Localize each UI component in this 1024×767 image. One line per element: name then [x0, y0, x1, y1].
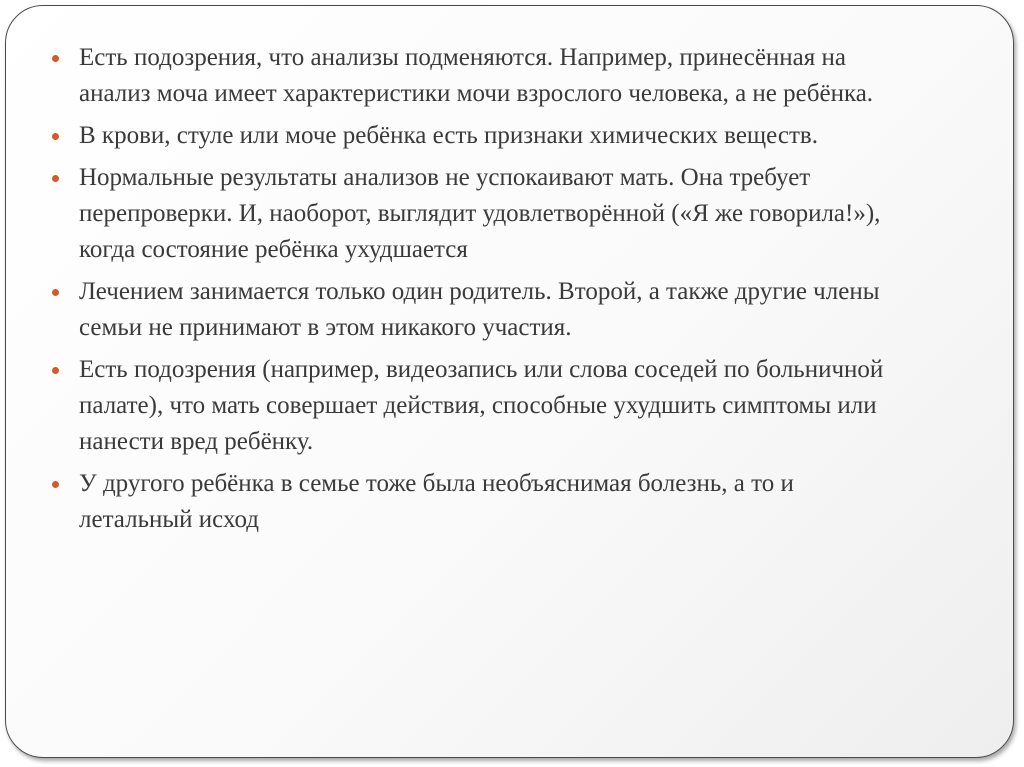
bullet-text: Лечением занимается только один родитель. Второй, а также другие члены семьи не принимают в этом никакого участия.	[79, 278, 880, 341]
bullet-text: У другого ребёнка в семье тоже была необъяснимая болезнь, а то и летальный исход	[79, 470, 794, 533]
bullet-text: Нормальные результаты анализов не успокаивают мать. Она требует перепроверки. И, наоборот, выглядит удовлетворённой («Я же говорила!»), когда состояние ребёнка ухудшается	[79, 164, 881, 263]
list-item	[52, 40, 912, 112]
list-item	[52, 160, 912, 268]
slide-frame	[5, 5, 1014, 758]
list-item	[52, 118, 912, 154]
bullet-dot-icon	[52, 133, 59, 140]
bullet-dot-icon	[52, 367, 59, 374]
bullet-dot-icon	[52, 481, 59, 488]
bullet-text: Есть подозрения, что анализы подменяются. Например, принесённая на анализ моча имеет характеристики мочи взрослого человека, а не ребёнка.	[79, 44, 874, 107]
list-item	[52, 352, 912, 460]
bullet-text: В крови, стуле или моче ребёнка есть признаки химических веществ.	[79, 122, 818, 149]
list-item	[52, 466, 912, 538]
bullet-dot-icon	[52, 55, 59, 62]
bullet-dot-icon	[52, 175, 59, 182]
bullet-text: Есть подозрения (например, видеозапись или слова соседей по больничной палате), что мать совершает действия, способные ухудшить симптомы или нанести вред ребёнку.	[79, 356, 884, 455]
bullet-dot-icon	[52, 289, 59, 296]
list-item	[52, 274, 912, 346]
bullet-list	[52, 40, 912, 544]
